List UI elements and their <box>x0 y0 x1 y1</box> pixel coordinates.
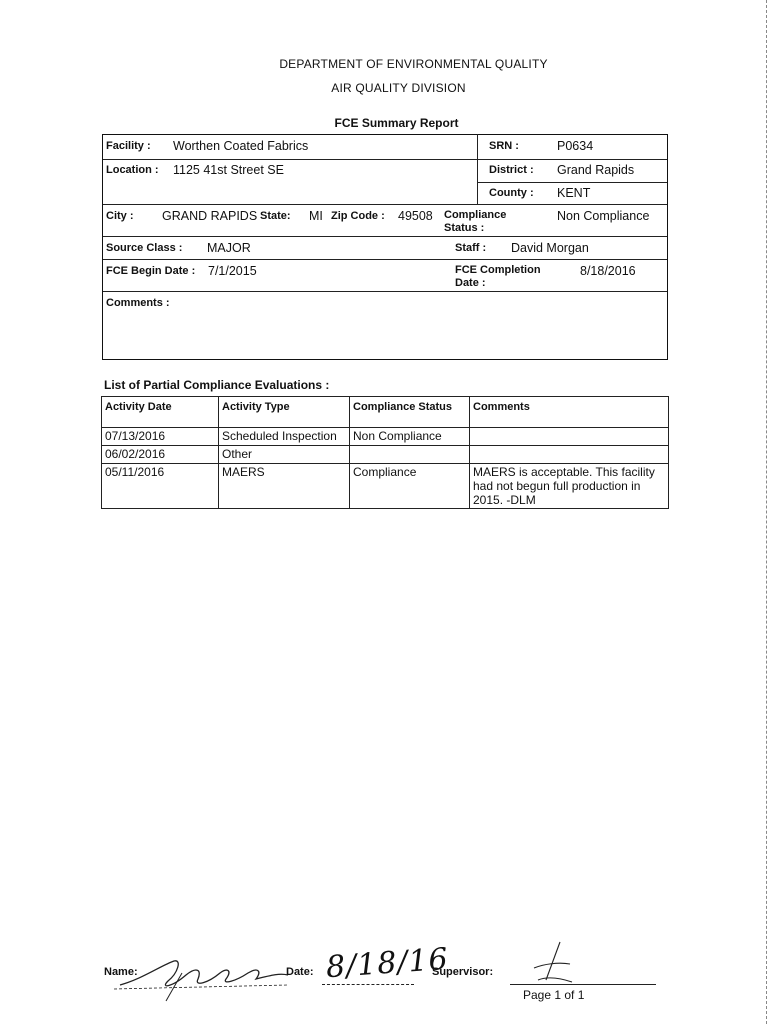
fce-begin-label: FCE Begin Date : <box>106 265 196 277</box>
activity-date-cell: 05/11/2016 <box>102 464 219 509</box>
compliance-status-cell: Compliance <box>350 464 470 509</box>
city-value: GRAND RAPIDS <box>162 209 258 223</box>
page-number: Page 1 of 1 <box>523 988 585 1002</box>
table-row <box>102 446 669 464</box>
column-header-comments: Comments <box>470 397 669 428</box>
district-label: District : <box>489 164 534 176</box>
activity-type-cell: Scheduled Inspection <box>219 428 350 446</box>
city-label: City : <box>106 210 134 222</box>
date-label: Date: <box>286 966 314 978</box>
fce-completion-label-line1: FCE Completion <box>455 264 541 276</box>
facility-name: Worthen Coated Fabrics <box>173 139 309 153</box>
compliance-status-label-line1: Compliance <box>444 209 507 221</box>
state-label: State: <box>260 210 291 222</box>
activity-type-cell: Other <box>219 446 350 464</box>
fce-completion-label-line2: Date : <box>455 277 486 289</box>
column-header-activity-date: Activity Date <box>102 397 219 428</box>
facility-label: Facility : <box>106 140 151 152</box>
supervisor-label: Supervisor: <box>432 966 494 978</box>
activity-type-cell: MAERS <box>219 464 350 509</box>
county-value: KENT <box>557 186 591 200</box>
location-value: 1125 41st Street SE <box>173 163 284 177</box>
page-edge <box>766 0 767 1024</box>
comments-cell <box>470 428 669 446</box>
source-class-label: Source Class : <box>106 242 183 254</box>
location-label: Location : <box>106 164 159 176</box>
staff-value: David Morgan <box>511 241 589 255</box>
report-title: FCE Summary Report <box>334 116 459 130</box>
state-value: MI <box>309 209 323 223</box>
department-title: DEPARTMENT OF ENVIRONMENTAL QUALITY <box>279 57 548 71</box>
srn-label: SRN : <box>489 140 519 152</box>
name-label: Name: <box>104 966 138 978</box>
fce-begin-value: 7/1/2015 <box>208 264 257 278</box>
comments-cell: MAERS is acceptable. This facility had not begun full production in 2015. -DLM <box>470 464 669 509</box>
column-header-activity-type: Activity Type <box>219 397 350 428</box>
compliance-status-cell: Non Compliance <box>350 428 470 446</box>
pce-heading: List of Partial Compliance Evaluations : <box>104 378 330 392</box>
compliance-status-cell <box>350 446 470 464</box>
activity-date-cell: 06/02/2016 <box>102 446 219 464</box>
comments-label: Comments : <box>106 297 170 309</box>
table-row <box>102 428 669 446</box>
compliance-status-value: Non Compliance <box>557 209 650 223</box>
column-header-compliance-status: Compliance Status <box>350 397 470 428</box>
district-value: Grand Rapids <box>557 163 635 177</box>
fce-completion-value: 8/18/2016 <box>580 264 636 278</box>
pce-table <box>101 396 669 509</box>
division-title: AIR QUALITY DIVISION <box>331 81 466 95</box>
zip-label: Zip Code : <box>331 210 385 222</box>
name-signature <box>112 945 292 1005</box>
source-class-value: MAJOR <box>207 241 251 255</box>
staff-label: Staff : <box>455 242 487 254</box>
pce-header-row <box>102 397 669 428</box>
county-label: County : <box>489 187 534 199</box>
table-row <box>102 464 669 509</box>
zip-value: 49508 <box>398 209 433 223</box>
comments-cell <box>470 446 669 464</box>
compliance-status-label-line2: Status : <box>444 222 485 234</box>
date-signature: 8/18/16 <box>324 941 450 986</box>
supervisor-signature <box>520 938 590 990</box>
srn-value: P0634 <box>557 139 594 153</box>
activity-date-cell: 07/13/2016 <box>102 428 219 446</box>
